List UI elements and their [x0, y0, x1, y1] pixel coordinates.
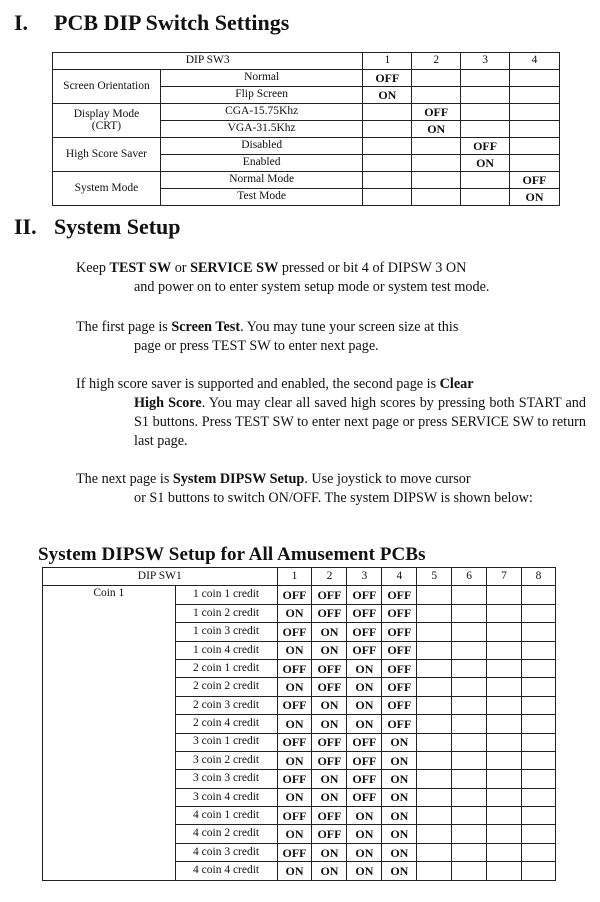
switch-value — [510, 70, 560, 87]
switch-value — [452, 604, 487, 622]
coin-credit-option: 3 coin 1 credit — [175, 733, 277, 751]
switch-value: ON — [347, 659, 382, 677]
switch-value — [487, 788, 522, 806]
switch-value: ON — [312, 696, 347, 714]
switch-value — [522, 770, 556, 788]
switch-value — [487, 696, 522, 714]
switch-value — [417, 807, 452, 825]
instruction-paragraph — [76, 470, 586, 508]
switch-value — [487, 807, 522, 825]
option-label: Enabled — [160, 155, 362, 172]
switch-value: OFF — [382, 715, 417, 733]
switch-value: OFF — [510, 172, 560, 189]
switch-value — [487, 604, 522, 622]
switch-value — [487, 623, 522, 641]
paragraph-continuation: High Score. You may clear all saved high scores by pressing both START and S1 buttons. Press TEST SW to enter next page or press SERVICE SW to return last page. — [134, 395, 586, 449]
switch-value — [461, 189, 510, 206]
section-1-number: I. — [14, 10, 29, 35]
coin-credit-option: 1 coin 1 credit — [175, 586, 277, 604]
switch-value: ON — [347, 678, 382, 696]
switch-value: ON — [277, 641, 312, 659]
switch-value: OFF — [312, 678, 347, 696]
switch-value: ON — [277, 788, 312, 806]
switch-value: ON — [382, 843, 417, 861]
table-row — [53, 138, 560, 155]
switch-value — [412, 155, 461, 172]
switch-value — [412, 70, 461, 87]
setting-label: System Mode — [53, 172, 161, 206]
switch-value — [487, 751, 522, 769]
switch-value — [487, 659, 522, 677]
table-row — [53, 70, 560, 87]
switch-value: OFF — [363, 70, 412, 87]
switch-value — [363, 104, 412, 121]
switch-value — [522, 862, 556, 880]
switch-value — [363, 155, 412, 172]
switch-value — [452, 770, 487, 788]
switch-value: OFF — [382, 659, 417, 677]
paragraph-continuation: or S1 buttons to switch ON/OFF. The system DIPSW is shown below: — [134, 490, 533, 506]
switch-value — [522, 659, 556, 677]
switch-value — [452, 733, 487, 751]
switch-value: OFF — [312, 751, 347, 769]
switch-value: ON — [277, 825, 312, 843]
coin-credit-option: 2 coin 4 credit — [175, 715, 277, 733]
switch-value: OFF — [312, 604, 347, 622]
bold-term: TEST SW — [109, 260, 172, 276]
switch-value — [487, 843, 522, 861]
coin-credit-option: 3 coin 3 credit — [175, 770, 277, 788]
switch-column-2: 2 — [412, 53, 461, 70]
dip-sw1-header: DIP SW1 — [43, 568, 278, 586]
bold-term: SERVICE SW — [190, 260, 279, 276]
coin-credit-option: 3 coin 2 credit — [175, 751, 277, 769]
switch-value: ON — [277, 678, 312, 696]
setting-label — [53, 104, 161, 138]
switch-value — [417, 586, 452, 604]
coin-credit-option: 4 coin 1 credit — [175, 807, 277, 825]
switch-value — [452, 843, 487, 861]
coin-credit-option: 4 coin 2 credit — [175, 825, 277, 843]
switch-value: ON — [277, 604, 312, 622]
dip-sw1-table — [42, 567, 556, 881]
switch-value: OFF — [312, 586, 347, 604]
switch-value — [522, 641, 556, 659]
switch-column-2: 2 — [312, 568, 347, 586]
switch-value — [522, 751, 556, 769]
switch-value — [522, 586, 556, 604]
switch-value: ON — [347, 807, 382, 825]
switch-column-3: 3 — [461, 53, 510, 70]
switch-value — [417, 751, 452, 769]
switch-value — [417, 770, 452, 788]
switch-value: OFF — [382, 678, 417, 696]
switch-column-4: 4 — [382, 568, 417, 586]
switch-column-5: 5 — [417, 568, 452, 586]
switch-value: OFF — [312, 733, 347, 751]
switch-value — [452, 641, 487, 659]
switch-value — [412, 138, 461, 155]
paragraph-continuation: page or press TEST SW to enter next page. — [134, 338, 379, 354]
coin-credit-option: 4 coin 4 credit — [175, 862, 277, 880]
switch-value — [522, 843, 556, 861]
bold-term: System DIPSW Setup — [172, 471, 305, 487]
option-label: Normal — [160, 70, 362, 87]
switch-value — [461, 172, 510, 189]
switch-value — [417, 623, 452, 641]
switch-value — [363, 138, 412, 155]
coin-credit-option: 1 coin 4 credit — [175, 641, 277, 659]
switch-value: OFF — [347, 770, 382, 788]
section-1-heading — [14, 10, 289, 36]
instruction-paragraph — [76, 259, 586, 297]
section-1-title: PCB DIP Switch Settings — [54, 10, 290, 35]
switch-value: ON — [277, 751, 312, 769]
switch-value — [522, 825, 556, 843]
switch-value: OFF — [277, 770, 312, 788]
switch-value: OFF — [461, 138, 510, 155]
switch-value: ON — [347, 696, 382, 714]
switch-value — [487, 586, 522, 604]
switch-value — [417, 733, 452, 751]
switch-value — [487, 715, 522, 733]
table-header-row — [43, 568, 556, 586]
switch-value — [452, 862, 487, 880]
switch-value: ON — [382, 751, 417, 769]
switch-value: OFF — [347, 751, 382, 769]
switch-value — [363, 172, 412, 189]
switch-column-7: 7 — [487, 568, 522, 586]
switch-column-1: 1 — [277, 568, 312, 586]
switch-value: ON — [347, 843, 382, 861]
switch-value — [487, 825, 522, 843]
switch-value: ON — [461, 155, 510, 172]
coin-credit-option: 1 coin 3 credit — [175, 623, 277, 641]
setting-label: High Score Saver — [53, 138, 161, 172]
switch-value — [417, 678, 452, 696]
instruction-paragraph — [76, 375, 586, 451]
table-row — [53, 104, 560, 121]
switch-value: ON — [382, 733, 417, 751]
switch-value — [487, 733, 522, 751]
switch-value — [510, 121, 560, 138]
table-row — [43, 586, 556, 604]
switch-value — [412, 172, 461, 189]
dip-sw3-table — [52, 52, 560, 206]
switch-value — [487, 862, 522, 880]
switch-value: OFF — [412, 104, 461, 121]
switch-value: ON — [312, 770, 347, 788]
switch-value: OFF — [277, 659, 312, 677]
setting-label-line: Display Mode — [73, 108, 140, 120]
switch-value — [417, 659, 452, 677]
switch-value — [412, 189, 461, 206]
switch-value: OFF — [382, 604, 417, 622]
switch-value: OFF — [312, 807, 347, 825]
switch-value — [452, 715, 487, 733]
switch-value: ON — [312, 641, 347, 659]
switch-value — [417, 715, 452, 733]
switch-value: OFF — [277, 696, 312, 714]
coin-credit-option: 3 coin 4 credit — [175, 788, 277, 806]
coin-credit-option: 2 coin 3 credit — [175, 696, 277, 714]
setting-label: Screen Orientation — [53, 70, 161, 104]
coin-credit-option: 4 coin 3 credit — [175, 843, 277, 861]
bold-term: Clear — [439, 376, 474, 392]
switch-value: OFF — [277, 733, 312, 751]
option-label: Flip Screen — [160, 87, 362, 104]
switch-value — [461, 121, 510, 138]
switch-value: ON — [412, 121, 461, 138]
switch-value: ON — [312, 715, 347, 733]
option-label: Normal Mode — [160, 172, 362, 189]
table-row — [53, 172, 560, 189]
switch-value: OFF — [382, 696, 417, 714]
switch-value — [510, 138, 560, 155]
switch-value — [452, 586, 487, 604]
switch-value — [522, 715, 556, 733]
switch-value — [417, 825, 452, 843]
switch-value: ON — [312, 862, 347, 880]
section-2-number: II. — [14, 214, 37, 239]
switch-value — [452, 623, 487, 641]
switch-value: OFF — [382, 641, 417, 659]
paragraph-first-line: If high score saver is supported and enabled, the second page is Clear — [76, 376, 474, 392]
switch-value: ON — [312, 788, 347, 806]
switch-value — [487, 678, 522, 696]
switch-value: ON — [347, 715, 382, 733]
option-label: VGA-31.5Khz — [160, 121, 362, 138]
switch-value: OFF — [347, 788, 382, 806]
switch-value — [510, 155, 560, 172]
switch-value: ON — [312, 843, 347, 861]
instruction-paragraph — [76, 318, 586, 356]
switch-value: OFF — [347, 733, 382, 751]
switch-value — [522, 604, 556, 622]
coin-group-label: Coin 1 — [43, 586, 176, 880]
bold-term: High Score — [134, 395, 202, 411]
switch-value — [461, 87, 510, 104]
switch-value: ON — [277, 862, 312, 880]
coin-credit-option: 2 coin 1 credit — [175, 659, 277, 677]
paragraph-continuation: and power on to enter system setup mode or system test mode. — [134, 279, 490, 295]
switch-column-8: 8 — [522, 568, 556, 586]
switch-value: OFF — [277, 843, 312, 861]
switch-value: OFF — [277, 623, 312, 641]
switch-value — [461, 70, 510, 87]
switch-value — [452, 659, 487, 677]
option-label: Test Mode — [160, 189, 362, 206]
switch-value: ON — [312, 623, 347, 641]
switch-value: OFF — [347, 641, 382, 659]
switch-value: OFF — [347, 623, 382, 641]
dipsw-setup-heading: System DIPSW Setup for All Amusement PCBs — [38, 544, 426, 565]
switch-value — [452, 788, 487, 806]
switch-value — [522, 623, 556, 641]
switch-value — [452, 807, 487, 825]
switch-value — [417, 641, 452, 659]
switch-value — [452, 751, 487, 769]
switch-value — [461, 104, 510, 121]
switch-value — [363, 121, 412, 138]
option-label: CGA-15.75Khz — [160, 104, 362, 121]
switch-value: ON — [382, 770, 417, 788]
switch-column-3: 3 — [347, 568, 382, 586]
switch-value — [363, 189, 412, 206]
switch-value — [522, 807, 556, 825]
switch-value: OFF — [277, 586, 312, 604]
paragraph-first-line: The first page is Screen Test. You may tune your screen size at this — [76, 319, 459, 335]
switch-value: OFF — [312, 659, 347, 677]
switch-value — [452, 696, 487, 714]
switch-value — [522, 733, 556, 751]
switch-value: ON — [382, 825, 417, 843]
switch-value: OFF — [382, 586, 417, 604]
switch-value — [487, 641, 522, 659]
switch-value: ON — [347, 862, 382, 880]
option-label: Disabled — [160, 138, 362, 155]
switch-value: ON — [382, 788, 417, 806]
switch-value: ON — [363, 87, 412, 104]
coin-credit-option: 2 coin 2 credit — [175, 678, 277, 696]
switch-value — [522, 678, 556, 696]
switch-value — [412, 87, 461, 104]
switch-value — [522, 696, 556, 714]
section-2-title: System Setup — [54, 214, 181, 239]
switch-value — [452, 825, 487, 843]
switch-value: ON — [382, 807, 417, 825]
switch-value — [510, 104, 560, 121]
dip-sw3-header: DIP SW3 — [53, 53, 363, 70]
switch-value — [487, 770, 522, 788]
switch-value: ON — [277, 715, 312, 733]
setting-label-line: (CRT) — [91, 119, 122, 132]
switch-value: ON — [347, 825, 382, 843]
switch-value — [452, 678, 487, 696]
section-2-heading — [14, 214, 181, 240]
switch-value — [417, 788, 452, 806]
switch-value: OFF — [347, 586, 382, 604]
coin-credit-option: 1 coin 2 credit — [175, 604, 277, 622]
switch-column-4: 4 — [510, 53, 560, 70]
switch-value — [522, 788, 556, 806]
switch-value: OFF — [312, 825, 347, 843]
switch-value — [510, 87, 560, 104]
switch-value — [417, 696, 452, 714]
switch-column-1: 1 — [363, 53, 412, 70]
switch-value: OFF — [382, 623, 417, 641]
switch-column-6: 6 — [452, 568, 487, 586]
bold-term: Screen Test — [171, 319, 241, 335]
switch-value: OFF — [347, 604, 382, 622]
switch-value: OFF — [277, 807, 312, 825]
switch-value — [417, 604, 452, 622]
switch-value — [417, 843, 452, 861]
switch-value — [417, 862, 452, 880]
paragraph-first-line: Keep TEST SW or SERVICE SW pressed or bit 4 of DIPSW 3 ON — [76, 260, 467, 276]
switch-value: ON — [510, 189, 560, 206]
paragraph-first-line: The next page is System DIPSW Setup. Use joystick to move cursor — [76, 471, 471, 487]
switch-value: ON — [382, 862, 417, 880]
table-header-row — [53, 53, 560, 70]
